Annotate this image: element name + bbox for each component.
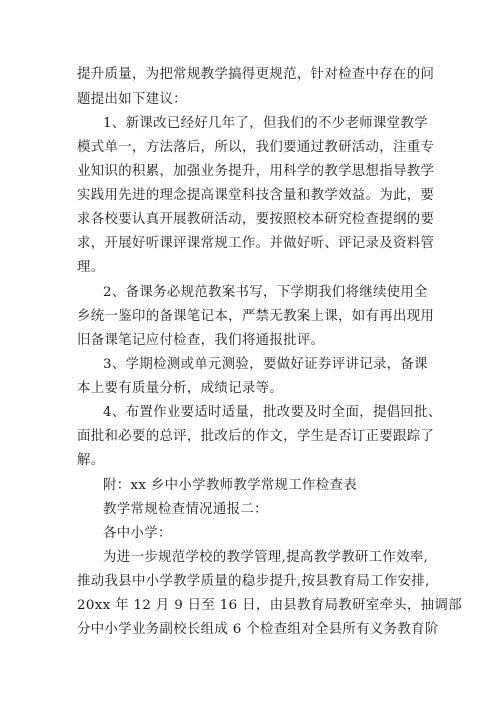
text-line: 求，开展好听课评课常规工作。并做好听、评记录及资料管 bbox=[77, 236, 435, 251]
text-line: 为进一步规范学校的教学管理,提高教学教研工作效率, bbox=[103, 550, 429, 565]
text-line: 模式单一，方法落后，所以，我们要通过教研活动，注重专 bbox=[77, 140, 435, 155]
text-line: 题提出如下建议： bbox=[77, 92, 187, 107]
text-line: 求各校要认真开展教研活动，要按照校本研究检查提纲的要 bbox=[77, 212, 435, 227]
text-line: 4、布置作业要适时适量，批改要及时全面，提倡回批、 bbox=[103, 405, 442, 420]
text-line: 2、备课务必规范教案书写，下学期我们将继续使用全 bbox=[103, 285, 428, 300]
text-line: 教学常规检查情况通报二： bbox=[103, 502, 268, 517]
text-line: 实践用先进的理念提高课堂科技含量和教学效益。为此，要 bbox=[77, 188, 435, 203]
text-line: 面批和必要的总评，批改后的作文，学生是否订正要跟踪了 bbox=[77, 429, 435, 444]
text-line: 旧备课笔记应付检查，我们将通报批评。 bbox=[77, 333, 325, 348]
text-line: 1、新课改已经好几年了，但我们的不少老师课堂教学 bbox=[103, 116, 428, 131]
text-line: 20xx 年 12 月 9 日至 16 日，由县教育局教研室牵头，抽调部 bbox=[77, 598, 462, 613]
text-line: 理。 bbox=[77, 260, 105, 275]
text-line: 各中小学： bbox=[103, 526, 172, 541]
text-line: 3、学期检测或单元测验，要做好证券评讲记录，备课 bbox=[103, 357, 428, 372]
text-line: 业知识的积累，加强业务提升，用科学的教学思想指导教学 bbox=[77, 164, 435, 179]
text-line: 解。 bbox=[77, 453, 105, 468]
text-line: 提升质量，为把常规教学搞得更规范，针对检查中存在的问 bbox=[77, 67, 435, 82]
text-line: 乡统一鉴印的备课笔记本，严禁无教案上课，如有再出现用 bbox=[77, 309, 435, 324]
text-line: 本上要有质量分析，成绩记录等。 bbox=[77, 381, 284, 396]
text-line: 推动我县中小学教学质量的稳步提升,按县教育局工作安排, bbox=[77, 574, 430, 589]
text-line: 分中小学业务副校长组成 6 个检查组对全县所有义务教育阶 bbox=[77, 622, 439, 637]
text-line: 附：xx 乡中小学教师教学常规工作检查表 bbox=[103, 478, 357, 493]
